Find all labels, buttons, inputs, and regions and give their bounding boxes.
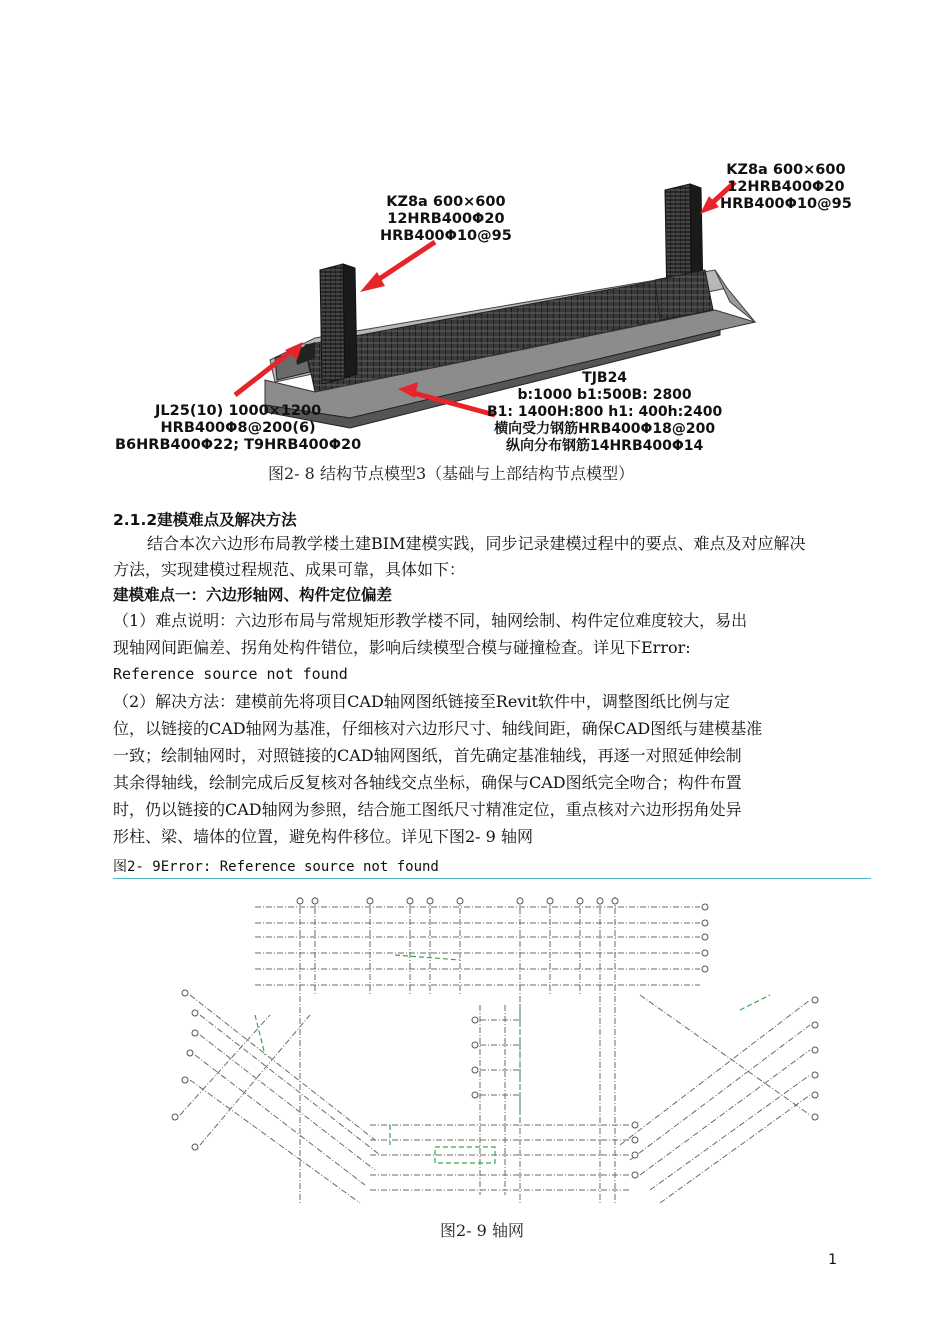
- label-line: KZ8a 600×600: [386, 194, 506, 210]
- figure-2-8: [115, 160, 875, 454]
- paragraph-line: 一致；绘制轴网时，对照链接的CAD轴网图纸，首先确定基准轴线，再逐一对照延伸绘制: [113, 746, 742, 765]
- label-line: b:1000 b1:500B: 2800: [517, 387, 692, 403]
- label-kz-right: [720, 162, 852, 213]
- label-kz-left: [380, 194, 512, 245]
- label-line: B1: 1400H:800 h1: 400h:2400: [487, 404, 723, 420]
- label-line: HRB400Φ8@200(6): [160, 420, 316, 436]
- label-line: 横向受力钢筋HRB400Φ18@200: [494, 421, 716, 437]
- paragraph-line: （2）解决方法：建模前先将项目CAD轴网图纸链接至Revit软件中，调整图纸比例与定: [113, 692, 730, 711]
- grid-lines: [180, 897, 810, 1205]
- paragraph-line: 位，以链接的CAD轴网为基准，仔细核对六边形尺寸、轴线间距，确保CAD图纸与建模基准: [113, 719, 763, 738]
- green-grid-lines: [255, 955, 770, 1163]
- label-jl: [115, 403, 361, 454]
- difficulty-title: 建模难点一：六边形轴网、构件定位偏差: [113, 586, 393, 604]
- label-line: 纵向分布钢筋14HRB400Φ14: [505, 438, 704, 454]
- figure-2-9-caption: 图2- 9 轴网: [440, 1221, 524, 1240]
- page-number: 1: [828, 1252, 837, 1268]
- paragraph-line: 其余得轴线，绘制完成后反复核对各轴线交点坐标，确保与CAD图纸完全吻合；构件布置: [113, 773, 742, 792]
- difficulty-description: [113, 607, 747, 688]
- intro-line-1: 结合本次六边形布局教学楼土建BIM建模实践，同步记录建模过程中的要点、难点及对应解决: [147, 534, 806, 553]
- figure-2-9: [160, 885, 840, 1205]
- intro-line-2: 方法，实现建模过程规范、成果可靠，具体如下：: [113, 560, 466, 579]
- paragraph-line: 形柱、梁、墙体的位置，避免构件移位。详见下图2- 9 轴网: [113, 827, 533, 846]
- label-line: TJB24: [582, 370, 628, 386]
- label-line: 12HRB400Φ20: [387, 211, 505, 227]
- label-line: 12HRB400Φ20: [727, 179, 845, 195]
- paragraph-line: Reference source not found: [113, 665, 348, 683]
- axis-grid-drawing: [160, 885, 840, 1205]
- reference-error-line: 图2- 9Error: Reference source not found: [113, 859, 439, 875]
- axis-bubbles: [172, 898, 818, 1178]
- label-line: KZ8a 600×600: [726, 162, 846, 178]
- label-line: HRB400Φ10@95: [720, 196, 852, 212]
- figure-2-8-caption: 图2- 8 结构节点模型3（基础与上部结构节点模型）: [268, 464, 635, 483]
- divider-rule: [113, 878, 871, 879]
- label-line: B6HRB400Φ22; T9HRB400Φ20: [115, 437, 362, 453]
- paragraph-line: 时，仍以链接的CAD轴网为参照，结合施工图纸尺寸精准定位，重点核对六边形拐角处异: [113, 800, 742, 819]
- solution-description: [113, 688, 762, 850]
- label-tjb: [487, 370, 722, 455]
- label-line: HRB400Φ10@95: [380, 228, 512, 244]
- label-line: JL25(10) 1000×1200: [155, 403, 322, 419]
- paragraph-line: （1）难点说明：六边形布局与常规矩形教学楼不同，轴网绘制、构件定位难度较大，易出: [113, 611, 748, 630]
- section-heading: 2.1.2建模难点及解决方法: [113, 511, 297, 529]
- paragraph-line: 现轴网间距偏差、拐角处构件错位，影响后续模型合模与碰撞检查。详见下Error:: [113, 638, 691, 657]
